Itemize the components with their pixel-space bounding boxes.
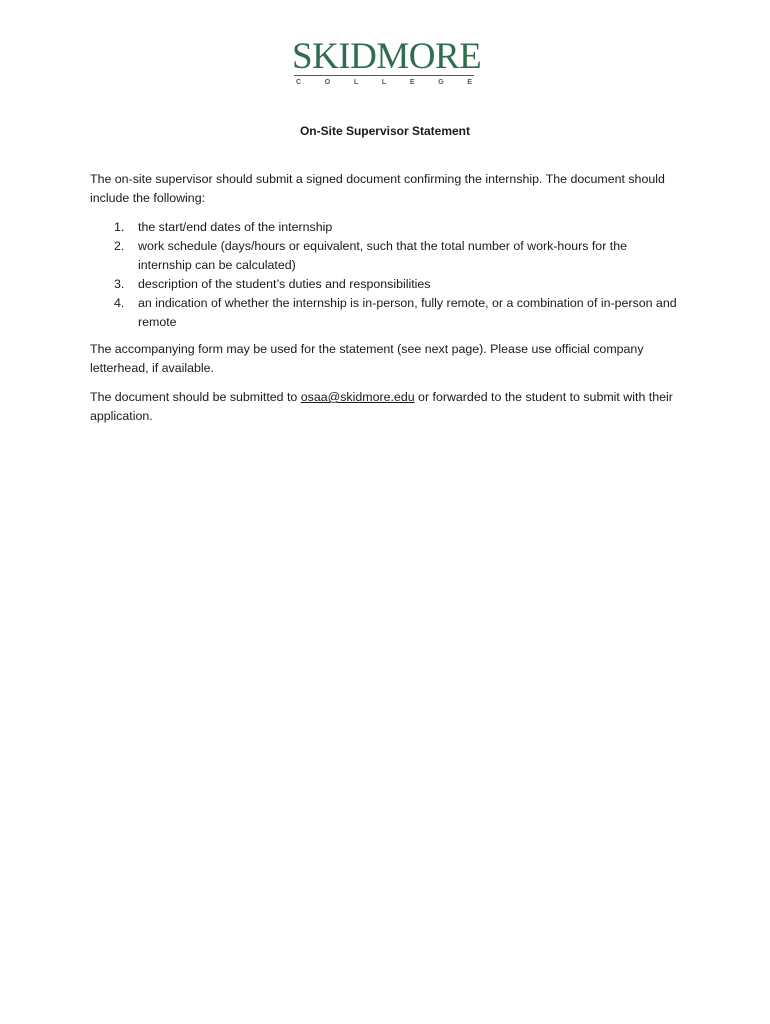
logo-letter: G: [438, 79, 444, 86]
list-item-number: 2.: [114, 239, 125, 253]
submission-text-before: The document should be submitted to: [90, 390, 301, 404]
list-item: [90, 218, 680, 237]
list-item-text: description of the student’s duties and responsibilities: [138, 277, 431, 291]
form-note-paragraph: The accompanying form may be used for the statement (see next page). Please use official company letterhead, if available.: [90, 342, 644, 375]
logo-letter: L: [353, 79, 359, 86]
logo-letter: O: [324, 79, 331, 86]
list-item-text: the start/end dates of the internship: [138, 220, 333, 234]
logo-letter: C: [296, 79, 302, 86]
list-item-number: 1.: [114, 220, 125, 234]
logo-letter: E: [467, 79, 472, 86]
list-item-text: an indication of whether the internship is in-person, fully remote, or a combination of in-person and remote: [138, 296, 677, 329]
email-link[interactable]: osaa@skidmore.edu: [300, 390, 415, 404]
list-item-number: 4.: [114, 296, 125, 310]
submission-paragraph: [90, 388, 680, 426]
submission-text-after: or forwarded to the student to submit with their application.: [90, 390, 673, 423]
list-item-number: 3.: [114, 277, 125, 291]
list-item: [90, 275, 680, 294]
logo-letter: L: [381, 79, 387, 86]
skidmore-college-logo: [292, 36, 482, 88]
logo-letter: E: [409, 79, 415, 86]
logo-subtitle: [296, 78, 472, 87]
requirements-list: [90, 218, 680, 332]
list-item: [90, 237, 680, 275]
intro-paragraph: The on-site supervisor should submit a signed document confirming the internship. The document should include the following:: [90, 172, 665, 205]
list-item-text: work schedule (days/hours or equivalent, such that the total number of work-hours for the internship can be calculated): [138, 239, 627, 272]
logo-wordmark: SKIDMORE: [292, 36, 482, 77]
list-item: [90, 294, 680, 332]
document-title: On-Site Supervisor Statement: [299, 124, 471, 138]
logo-rule: [294, 75, 474, 76]
